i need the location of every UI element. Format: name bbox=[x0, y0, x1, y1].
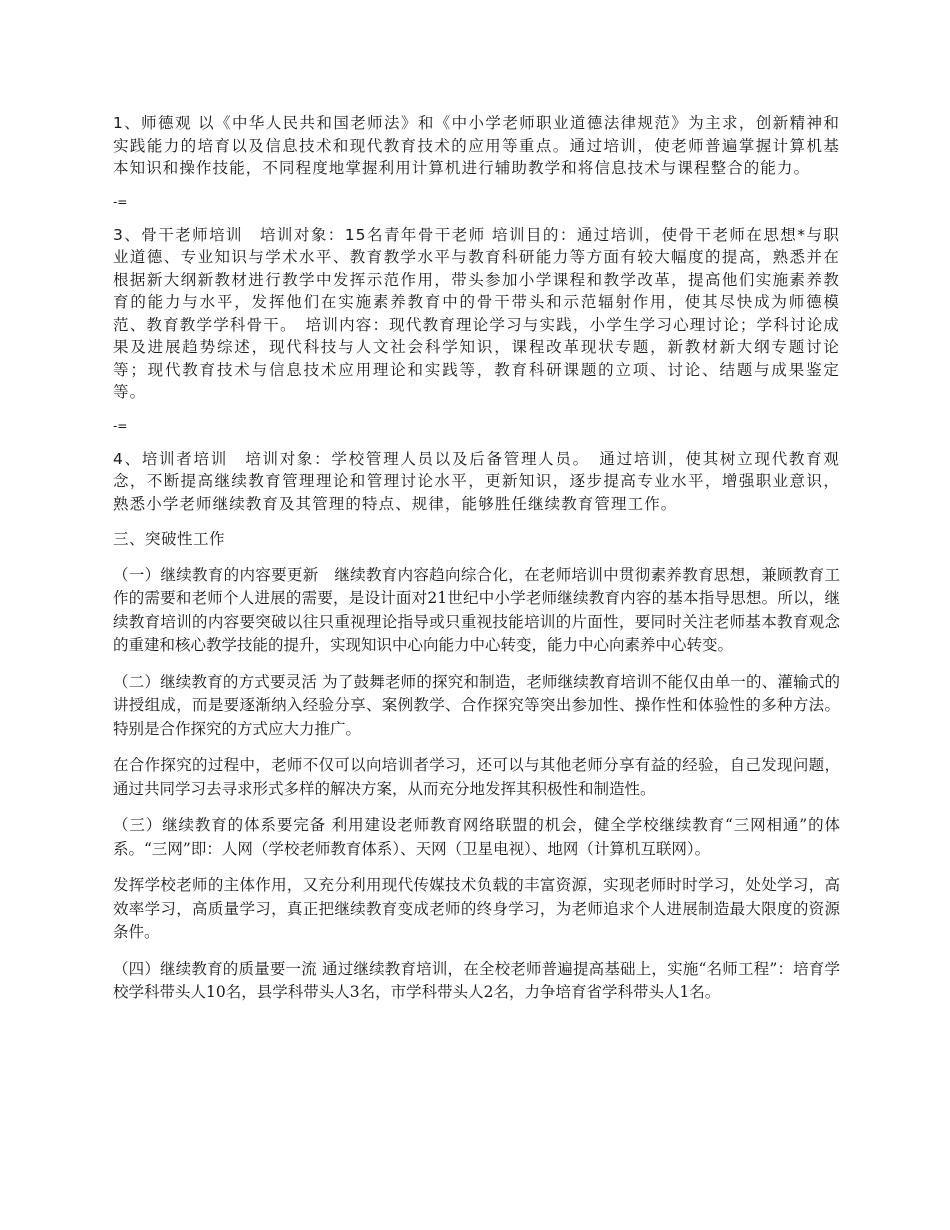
paragraph-cooperative-inquiry: 在合作探究的过程中，老师不仅可以向培训者学习，还可以与其他老师分享有益的经验，自己发现问题，通过共同学习去寻求形式多样的解决方案，从而充分地发挥其积极性和制造性。 bbox=[113, 756, 840, 798]
paragraph-quality-first: （四）继续教育的质量要一流 通过继续教育培训，在全校老师普遍提高基础上，实施“名师工程”：培育学校学科带头人10名，县学科带头人3名，市学科带头人2名，力争培育省学科带头人1名。 bbox=[113, 959, 840, 1001]
section-heading-breakthrough: 三、突破性工作 bbox=[113, 530, 226, 548]
separator-mark: -= bbox=[113, 194, 128, 209]
paragraph-backbone-training: 3、骨干老师培训 培训对象：15名青年骨干老师 培训目的：通过培训，使骨干老师在思想*与职业道德、专业知识与学术水平、教育教学水平与教育科研能力等方面有较大幅度的提高，熟悉并在根据新大纲新教材进行教学中发挥示范作用，带头参加小学课程和教学改革，提高他们实施素养教育的能力与水平，发挥他们在实施素养教育中的骨干带头和示范辐射作用，使其尽快成为师德模范、教育教学学科骨干。 培训内容：现代教育理论学习与实践，小学生学习心理讨论；学科讨论成果及进展趋势综述，现代科技与人文社会科学知识，课程改革现状专题，新教材新大纲专题讨论等；现代教育技术与信息技术应用理论和实践等，教育科研课题的立项、讨论、结题与成果鉴定等。 bbox=[113, 225, 840, 401]
paragraph-complete-system: （三）继续教育的体系要完备 利用建设老师教育网络联盟的机会，健全学校继续教育“三网相通”的体系。“三网”即：人网（学校老师教育体系）、天网（卫星电视）、地网（计算机互联网）。 bbox=[113, 816, 840, 858]
paragraph-flexible-methods: （二）继续教育的方式要灵活 为了鼓舞老师的探究和制造，老师继续教育培训不能仅由单一的、灌输式的讲授组成，而是要逐渐纳入经验分享、案例教学、合作探究等突出参加性、操作性和体验性的多种方法。特别是合作探究的方式应大力推广。 bbox=[113, 672, 840, 738]
paragraph-trainer-training: 4、培训者培训 培训对象：学校管理人员以及后备管理人员。 通过培训，使其树立现代教育观念，不断提高继续教育管理理论和管理讨论水平，更新知识，逐步提高专业水平，增强职业意识，熟悉小学老师继续教育及其管理的特点、规律，能够胜任继续教育管理工作。 bbox=[113, 449, 840, 513]
paragraph-teacher-subject: 发挥学校老师的主体作用，又充分利用现代传媒技术负载的丰富资源，实现老师时时学习，处处学习，高效率学习，高质量学习，真正把继续教育变成老师的终身学习，为老师追求个人进展制造最大限度的资源条件。 bbox=[113, 876, 840, 941]
paragraph-content-update: （一）继续教育的内容要更新 继续教育内容趋向综合化，在老师培训中贯彻素养教育思想，兼顾教育工作的需要和老师个人进展的需要，是设计面对21世纪中小学老师继续教育内容的基本指导思想。所以，继续教育培训的内容要突破以往只重视理论指导或只重视技能培训的片面性，要同时关注老师基本教育观念的重建和核心教学技能的提升，实现知识中心向能力中心转变，能力中心向素养中心转变。 bbox=[113, 565, 840, 654]
separator-mark: -= bbox=[113, 418, 128, 433]
paragraph-teacher-ethics: 1、师德观 以《中华人民共和国老师法》和《中小学老师职业道德法律规范》为主求，创新精神和实践能力的培育以及信息技术和现代教育技术的应用等重点。通过培训，使老师普遍掌握计算机基本知识和操作技能，不同程度地掌握利用计算机进行辅助教学和将信息技术与课程整合的能力。 bbox=[113, 114, 840, 177]
document-page bbox=[113, 112, 840, 1018]
